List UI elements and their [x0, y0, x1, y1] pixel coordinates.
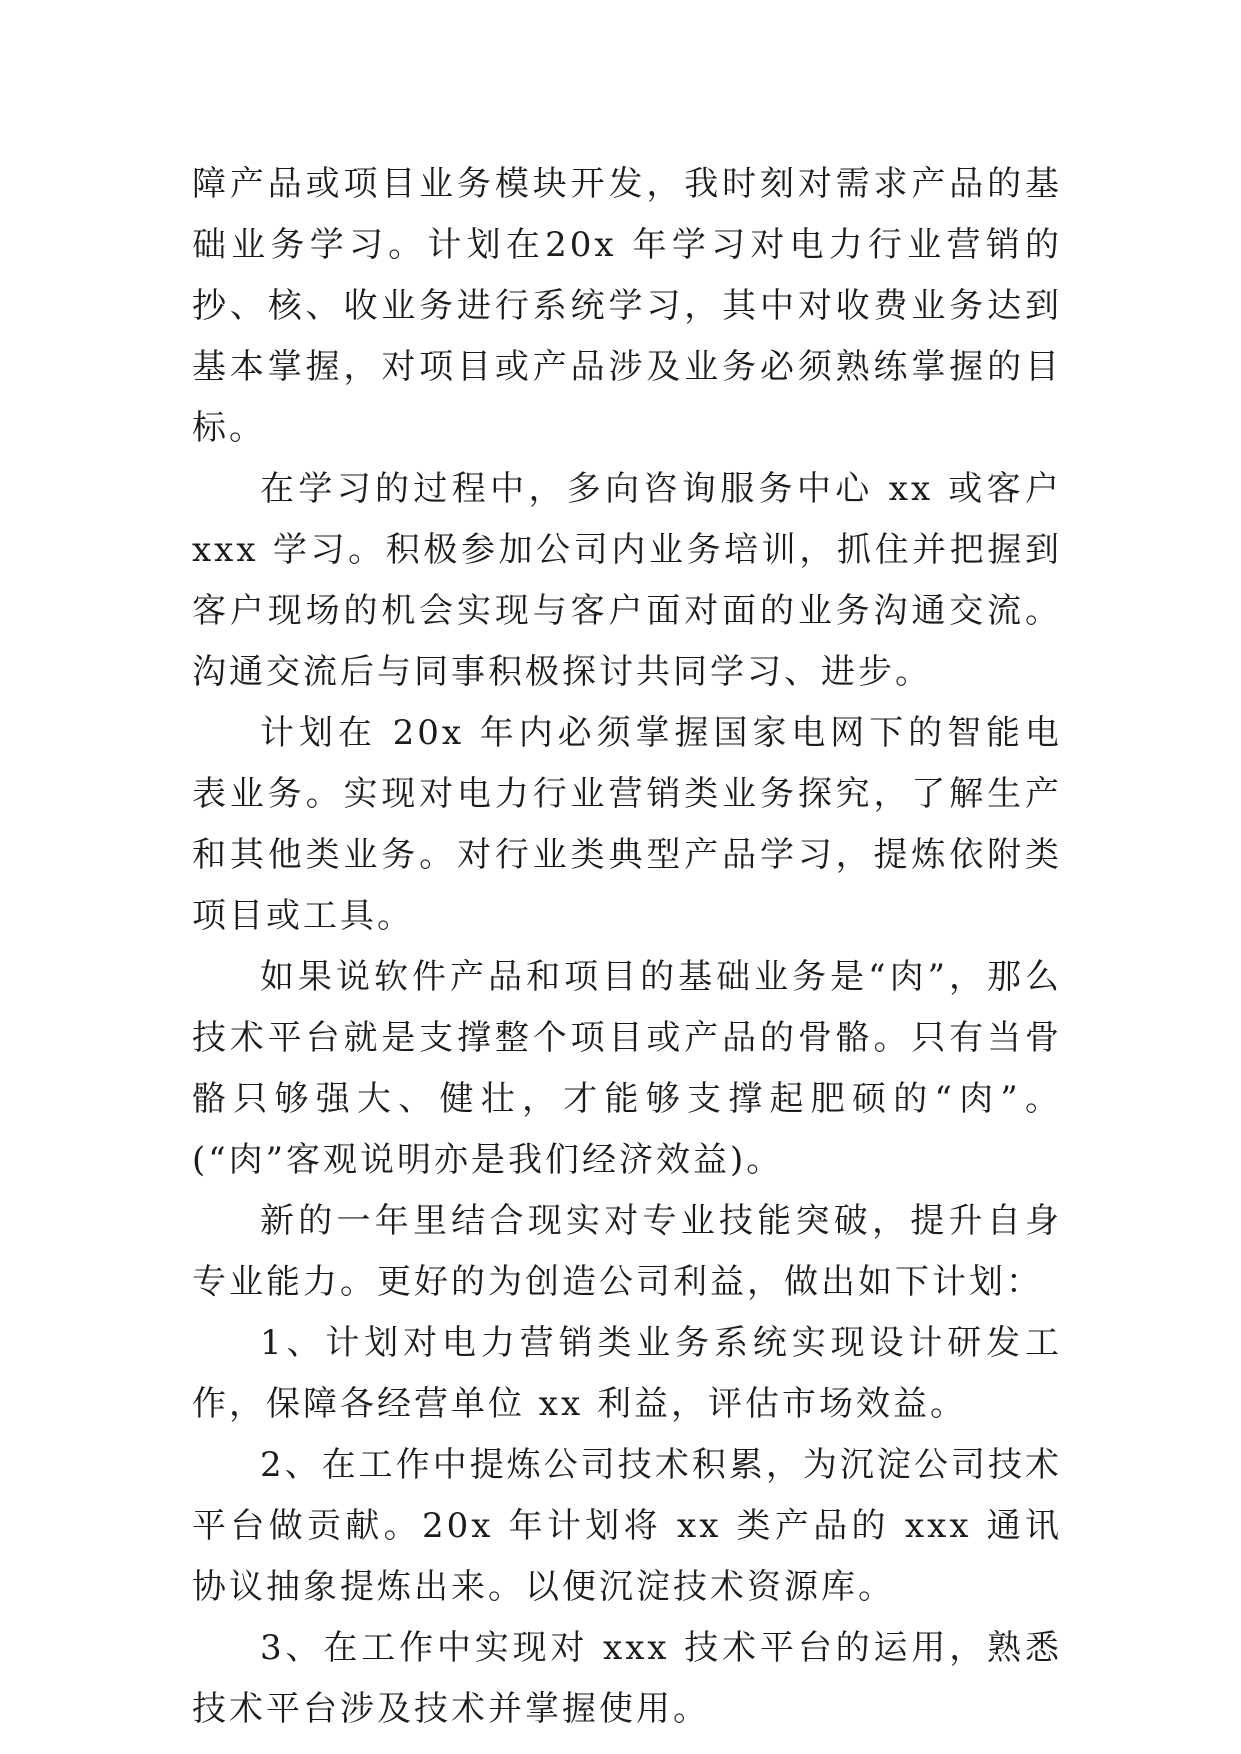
plan-item-1: 1、计划对电力营销类业务系统实现设计研发工作，保障各经营单位 xx 利益，评估市场效益。 [192, 1323, 1062, 1424]
paragraph-study-process: 在学习的过程中，多向咨询服务中心 xx 或客户 xxx 学习。积极参加公司内业务培训，抓住并把握到客户现场的机会实现与客户面对面的业务沟通交流。沟通交流后与同事积极探讨共同学习、进步。 [192, 469, 1062, 692]
paragraph-smart-meter-plan: 计划在 20x 年内必须掌握国家电网下的智能电表业务。实现对电力行业营销类业务探究，了解生产和其他类业务。对行业类典型产品学习，提炼依附类项目或工具。 [192, 713, 1062, 936]
paragraph-continuation: 障产品或项目业务模块开发，我时刻对需求产品的基础业务学习。计划在20x 年学习对电力行业营销的抄、核、收业务进行系统学习，其中对收费业务达到基本掌握，对项目或产品涉及业务必须熟练掌握的目标。 [192, 164, 1062, 448]
paragraph-tech-platform: 如果说软件产品和项目的基础业务是“肉”，那么技术平台就是支撑整个项目或产品的骨骼。只有当骨骼只够强大、健壮，才能够支撑起肥硕的“肉”。(“肉”客观说明亦是我们经济效益)。 [192, 957, 1062, 1180]
plan-item-2: 2、在工作中提炼公司技术积累，为沉淀公司技术平台做贡献。20x 年计划将 xx 类产品的 xxx 通讯协议抽象提炼出来。以便沉淀技术资源库。 [192, 1445, 1062, 1607]
paragraph-new-year-plan: 新的一年里结合现实对专业技能突破，提升自身专业能力。更好的为创造公司利益，做出如下计划： [192, 1201, 1062, 1302]
document-body [192, 154, 1062, 1740]
plan-item-3: 3、在工作中实现对 xxx 技术平台的运用，熟悉技术平台涉及技术并掌握使用。 [192, 1628, 1062, 1729]
